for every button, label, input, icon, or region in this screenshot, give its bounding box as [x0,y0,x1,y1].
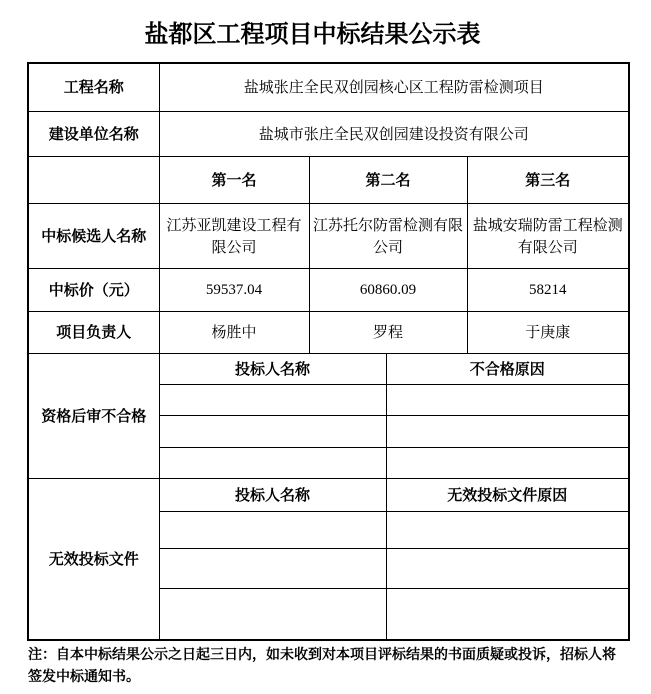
project-manager-label: 项目负责人 [28,311,159,353]
table-row [28,203,629,268]
owner-name-label: 建设单位名称 [28,111,159,156]
project-manager-first: 杨胜中 [159,311,309,353]
table-row [28,156,629,203]
bid-price-first: 59537.04 [159,268,309,311]
invalid-bidder-name-cell [159,548,386,588]
bid-price-second: 60860.09 [309,268,467,311]
disqualified-reason-cell [386,447,629,478]
disqualified-reason-cell [386,384,629,415]
table-row [28,268,629,311]
empty-corner-cell [28,156,159,203]
disqualified-bidder-name-cell [159,415,386,447]
candidate-first: 江苏亚凯建设工程有限公司 [159,203,309,268]
invalid-section-label: 无效投标文件 [28,478,159,640]
project-manager-third: 于庚康 [467,311,629,353]
bid-price-label: 中标价（元） [28,268,159,311]
table-row [28,311,629,353]
project-manager-second: 罗程 [309,311,467,353]
table-row [28,353,629,384]
table-row [28,111,629,156]
project-name-value: 盐城张庄全民双创园核心区工程防雷检测项目 [159,63,629,111]
bid-price-third: 58214 [467,268,629,311]
disqualified-bidder-name-cell [159,447,386,478]
invalid-bidder-name-cell [159,588,386,640]
owner-name-value: 盐城市张庄全民双创园建设投资有限公司 [159,111,629,156]
project-name-label: 工程名称 [28,63,159,111]
invalid-bidder-name-header: 投标人名称 [159,478,386,511]
footer-note: 注：自本中标结果公示之日起三日内，如未收到对本项目评标结果的书面质疑或投诉，招标人将签发中标通知书。 [28,647,616,685]
candidate-second: 江苏托尔防雷检测有限公司 [309,203,467,268]
bid-result-table [27,62,630,641]
rank-header-third: 第三名 [467,156,629,203]
invalid-reason-header: 无效投标文件原因 [386,478,629,511]
rank-header-first: 第一名 [159,156,309,203]
rank-header-second: 第二名 [309,156,467,203]
page-title: 盐都区工程项目中标结果公示表 [144,20,481,48]
disqualified-bidder-name-header: 投标人名称 [159,353,386,384]
table-row [28,63,629,111]
invalid-bidder-name-cell [159,511,386,548]
table-row [28,478,629,511]
disqualified-reason-cell [386,415,629,447]
disqualified-bidder-name-cell [159,384,386,415]
invalid-reason-cell [386,588,629,640]
candidate-third: 盐城安瑞防雷工程检测有限公司 [467,203,629,268]
disqualified-section-label: 资格后审不合格 [28,353,159,478]
invalid-reason-cell [386,548,629,588]
invalid-reason-cell [386,511,629,548]
candidates-label: 中标候选人名称 [28,203,159,268]
disqualified-reason-header: 不合格原因 [386,353,629,384]
